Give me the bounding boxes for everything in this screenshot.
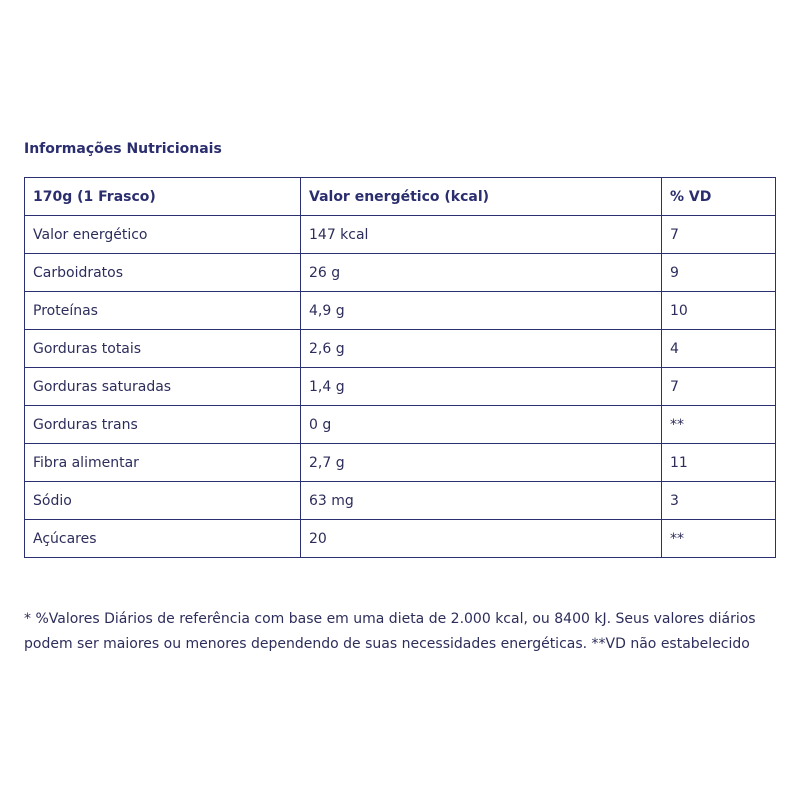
- nutrient-name: Gorduras trans: [25, 406, 301, 444]
- nutrition-table: [24, 177, 776, 558]
- table-row: [25, 292, 776, 330]
- footnote: [24, 607, 784, 657]
- table-row: [25, 254, 776, 292]
- nutrient-daily-value: 10: [662, 292, 776, 330]
- table-header-row: [25, 178, 776, 216]
- nutrient-name: Proteínas: [25, 292, 301, 330]
- nutrient-amount: 4,9 g: [301, 292, 662, 330]
- column-header-value: Valor energético (kcal): [301, 178, 662, 216]
- nutrient-name: Gorduras totais: [25, 330, 301, 368]
- nutrient-amount: 63 mg: [301, 482, 662, 520]
- table-row: [25, 520, 776, 558]
- nutrient-daily-value: 7: [662, 368, 776, 406]
- nutrient-name: Gorduras saturadas: [25, 368, 301, 406]
- nutrient-name: Açúcares: [25, 520, 301, 558]
- nutrient-amount: 147 kcal: [301, 216, 662, 254]
- column-header-portion: 170g (1 Frasco): [25, 178, 301, 216]
- nutrient-name: Fibra alimentar: [25, 444, 301, 482]
- nutrient-name: Carboidratos: [25, 254, 301, 292]
- table-row: [25, 444, 776, 482]
- nutrient-amount: 2,7 g: [301, 444, 662, 482]
- nutrient-amount: 26 g: [301, 254, 662, 292]
- nutrient-amount: 0 g: [301, 406, 662, 444]
- table-row: [25, 368, 776, 406]
- nutrient-daily-value: **: [662, 406, 776, 444]
- nutrient-daily-value: 7: [662, 216, 776, 254]
- nutrient-daily-value: 4: [662, 330, 776, 368]
- nutrient-daily-value: 9: [662, 254, 776, 292]
- nutrient-name: Sódio: [25, 482, 301, 520]
- nutrient-amount: 20: [301, 520, 662, 558]
- table-row: [25, 406, 776, 444]
- footnote-line-1: * %Valores Diários de referência com base em uma dieta de 2.000 kcal, ou 8400 kJ. Seus valores diários: [24, 611, 756, 627]
- page-title: Informações Nutricionais: [24, 141, 222, 157]
- nutrient-amount: 1,4 g: [301, 368, 662, 406]
- table-row: [25, 216, 776, 254]
- nutrient-name: Valor energético: [25, 216, 301, 254]
- footnote-line-2: podem ser maiores ou menores dependendo de suas necessidades energéticas. **VD não estabelecido: [24, 636, 750, 652]
- table-row: [25, 482, 776, 520]
- nutrient-daily-value: 3: [662, 482, 776, 520]
- table-row: [25, 330, 776, 368]
- column-header-daily-value: % VD: [662, 178, 776, 216]
- nutrient-daily-value: **: [662, 520, 776, 558]
- nutrient-daily-value: 11: [662, 444, 776, 482]
- nutrient-amount: 2,6 g: [301, 330, 662, 368]
